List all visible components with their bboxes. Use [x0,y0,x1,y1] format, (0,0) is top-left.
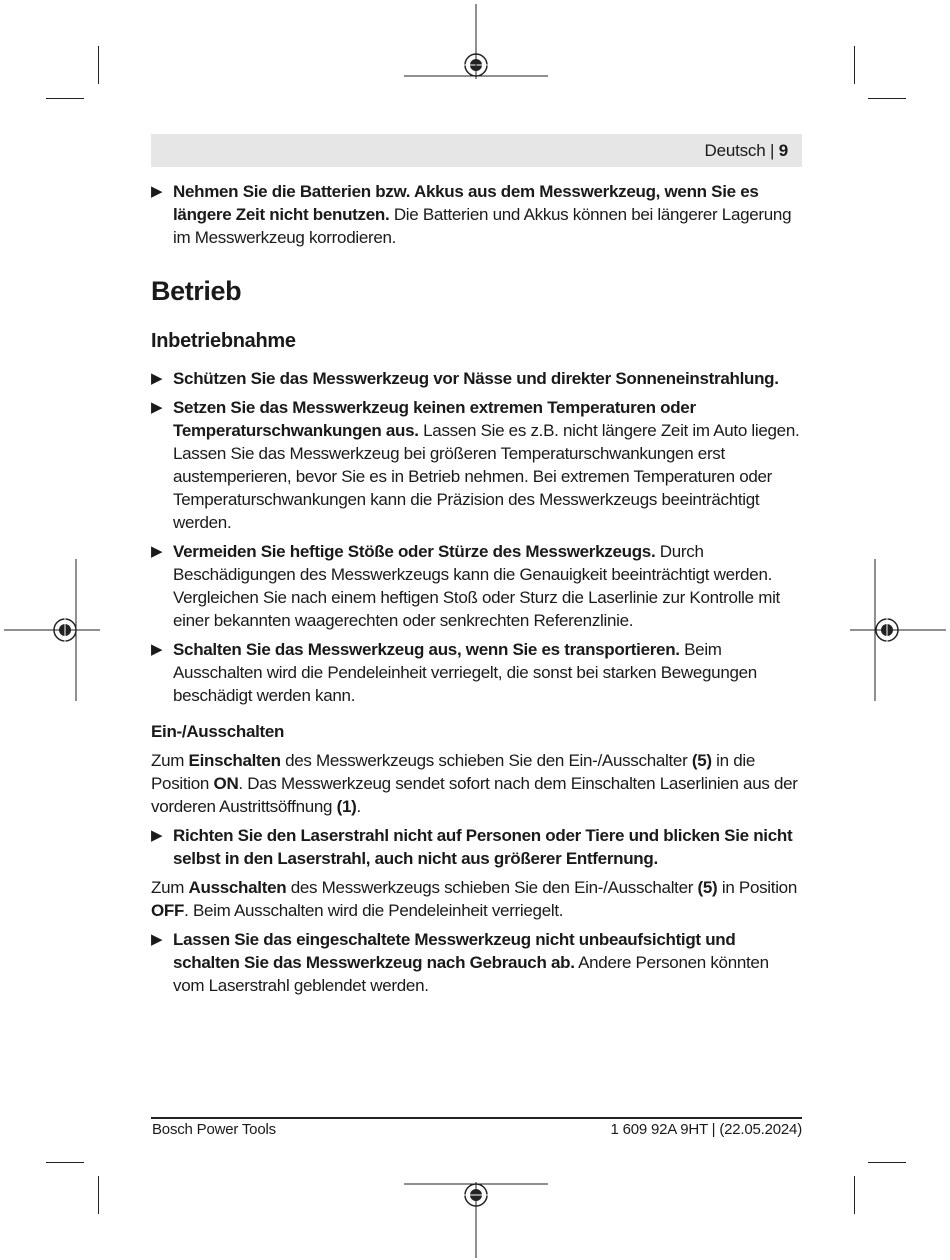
bold-run: Ausschalten [188,878,287,897]
text-run: Zum [151,878,189,897]
text-run: des Messwerkzeugs schieben Sie den Ein-/Ausschalter [280,751,692,770]
page-header-bar [151,134,802,167]
bullet-marker: ▶ [151,641,163,658]
text-run: des Messwerkzeugs schieben Sie den Ein-/Ausschalter [286,878,698,897]
text-run: in die Position [151,751,756,793]
text-run: . [356,797,361,816]
bullet-marker: ▶ [151,183,163,200]
footer-publisher: Bosch Power Tools [152,1121,276,1138]
page-header [705,141,789,161]
bold-run: (5) [697,878,718,897]
bullet-bold-text: Schützen Sie das Messwerkzeug vor Nässe und direkter Sonneneinstrahlung. [173,369,779,388]
bold-run: OFF [151,901,185,920]
bullet-text: Andere Personen könnten vom Laserstrahl geblendet werden. [173,953,769,995]
bullet-bold-text: Setzen Sie das Messwerkzeug keinen extremen Temperaturen oder Temperaturschwankungen aus. [173,398,696,440]
header-separator: | [765,141,779,160]
bold-run: (1) [336,797,357,816]
bullet-bold-text: Schalten Sie das Messwerkzeug aus, wenn Sie es transportieren. [173,640,680,659]
startup-bullet [151,638,803,707]
bullet-text: Durch Beschädigungen des Messwerkzeugs kann die Genauigkeit beeinträchtigt werden. Vergleichen Sie nach einem heftigen Stoß oder Sturz die Laserlinie zur Kontrolle mit einer bekannten waagerechten oder senkrechten Referenzlinie. [173,542,780,630]
page-content [151,180,803,1003]
onoff-bullet [151,928,803,997]
page-number: 9 [778,141,788,160]
footer-rule [151,1117,802,1119]
registration-mark-right [850,555,950,705]
intro-bullet [151,180,803,249]
subsection-title: Inbetriebnahme [151,330,296,352]
text-run: Zum [151,751,189,770]
bullet-marker: ▶ [151,370,163,387]
bullet-marker: ▶ [151,931,163,948]
bold-run: ON [213,774,239,793]
text-run: . Das Messwerkzeug sendet sofort nach dem Einschalten Laserlinien aus der vorderen Austrittsöffnung [151,774,798,816]
onoff-paragraph-on [151,749,803,818]
text-run: . Beim Ausschalten wird die Pendeleinheit verriegelt. [184,901,564,920]
registration-mark-bottom [400,1180,550,1260]
bullet-bold-text: Richten Sie den Laserstrahl nicht auf Personen oder Tiere und blicken Sie nicht selbst in den Laserstrahl, auch nicht aus größerer Entfernung. [173,826,793,868]
bullet-text: Die Batterien und Akkus können bei längerer Lagerung im Messwerkzeug korrodieren. [173,205,792,247]
onoff-bullet [151,824,803,870]
startup-bullet [151,540,803,632]
startup-bullet [151,396,803,534]
bullet-marker: ▶ [151,827,163,844]
bullet-marker: ▶ [151,399,163,416]
footer-doc-number: 1 609 92A 9HT | (22.05.2024) [610,1121,802,1138]
bullet-bold-text: Vermeiden Sie heftige Stöße oder Stürze des Messwerkzeugs. [173,542,656,561]
startup-bullet [151,367,803,390]
bullet-bold-text: Nehmen Sie die Batterien bzw. Akkus aus dem Messwerkzeug, wenn Sie es längere Zeit nicht benutzen. [173,182,759,224]
registration-mark-top [400,0,550,80]
registration-mark-left [0,555,100,705]
bold-run: (5) [691,751,712,770]
text-run: in Position [717,878,797,897]
bullet-text: Beim Ausschalten wird die Pendeleinheit verriegelt, die sonst bei starken Bewegungen beschädigt werden kann. [173,640,757,705]
bullet-marker: ▶ [151,543,163,560]
bold-run: Einschalten [188,751,281,770]
section-title: Betrieb [151,276,242,306]
bullet-text: Lassen Sie es z.B. nicht längere Zeit im Auto liegen. Lassen Sie das Messwerkzeug bei größeren Temperaturschwankungen erst austemperieren, bevor Sie es in Betrieb nehmen. Bei extremen Temperaturen oder Temperaturschwankungen kann die Präzision des Messwerkzeugs beeinträchtigt werden. [173,421,800,532]
onoff-title: Ein-/Ausschalten [151,722,285,741]
onoff-paragraph-off [151,876,803,922]
header-language: Deutsch [704,141,766,160]
bullet-bold-text: Lassen Sie das eingeschaltete Messwerkzeug nicht unbeaufsichtigt und schalten Sie das Messwerkzeug nach Gebrauch ab. [173,930,736,972]
